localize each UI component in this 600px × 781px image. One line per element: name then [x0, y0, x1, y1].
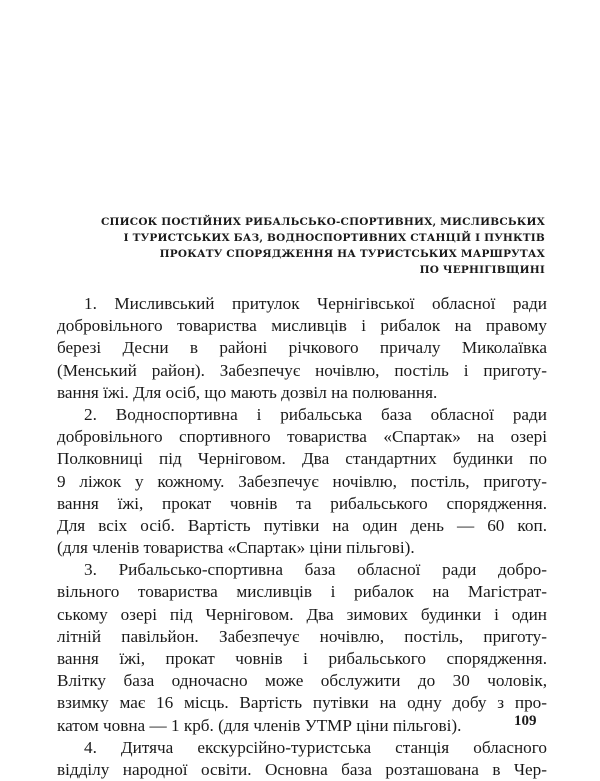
- paragraph-3-line: вання їжі, прокат човнів і рибальського спорядження.: [57, 649, 547, 668]
- paragraph-4-line: відділу народної освіти. Основна база розташована в Чер-: [57, 759, 547, 779]
- paragraph-2-line: (для членів товариства «Спартак» ціни пільгові).: [57, 538, 415, 558]
- paragraph-1-line: 1. Мисливський притулок Чернігівської обласної ради: [84, 294, 547, 313]
- paragraph-1-line: (Менський район). Забезпечує ночівлю, постіль і приготу-: [57, 360, 547, 380]
- paragraph-2-line: Для всіх осіб. Вартість путівки на один день — 60 коп.: [57, 515, 547, 535]
- paragraph-2-line: 9 ліжок у кожному. Забезпечує ночівлю, постіль, приготу-: [57, 471, 547, 491]
- body-text: [57, 293, 547, 781]
- paragraph-2-line: 2. Водноспортивна і рибальська база обласної ради: [84, 404, 547, 424]
- paragraph-3-line: взимку має 16 місць. Вартість путівки на одну добу з про-: [57, 693, 547, 713]
- paragraph-3-line: ському озері під Черніговом. Два зимових будинки і один: [57, 604, 547, 624]
- paragraph-2-line: вання їжі, прокат човнів та рибальського спорядження.: [57, 493, 547, 513]
- paragraph-1-line: березі Десни в районі річкового причалу Миколаївка: [57, 338, 547, 358]
- paragraph-3-line: Влітку база одночасно може обслужити до 30 чоловік,: [57, 671, 547, 691]
- paragraph-3-line: 3. Рибальсько-спортивна база обласної ради добро-: [84, 560, 547, 580]
- heading-line: І ТУРИСТСЬКИХ БАЗ, ВОДНОСПОРТИВНИХ СТАНЦІЙ І ПУНКТІВ: [123, 232, 545, 244]
- paragraph-3-line: літній павільйон. Забезпечує ночівлю, постіль, приготу-: [57, 626, 547, 646]
- paragraph-1-line: добровільного товариства мисливців і рибалок на правому: [57, 316, 547, 336]
- heading-line: ПО ЧЕРНІГІВЩИНІ: [419, 264, 545, 276]
- paragraph-4-line: 4. Дитяча екскурсійно-туристська станція обласного: [84, 737, 547, 757]
- section-heading: [80, 214, 545, 278]
- paragraph-2-line: добровільного спортивного товариства «Спартак» на озері: [57, 427, 547, 447]
- paragraph-3-line: вільного товариства мисливців і рибалок на Магістрат-: [57, 582, 547, 602]
- heading-line: ПРОКАТУ СПОРЯДЖЕННЯ НА ТУРИСТСЬКИХ МАРШРУТАХ: [159, 248, 545, 260]
- heading-line: СПИСОК ПОСТІЙНИХ РИБАЛЬСЬКО-СПОРТИВНИХ, МИСЛИВСЬКИХ: [100, 216, 545, 228]
- paragraph-3-line: катом човна — 1 крб. (для членів УТМР ціни пільгові).: [57, 715, 462, 735]
- paragraph-2-line: Полковниці під Черніговом. Два стандартних будинки по: [57, 449, 547, 469]
- paragraph-1-line: вання їжі. Для осіб, що мають дозвіл на полювання.: [57, 382, 438, 402]
- page-number: 109: [514, 713, 537, 729]
